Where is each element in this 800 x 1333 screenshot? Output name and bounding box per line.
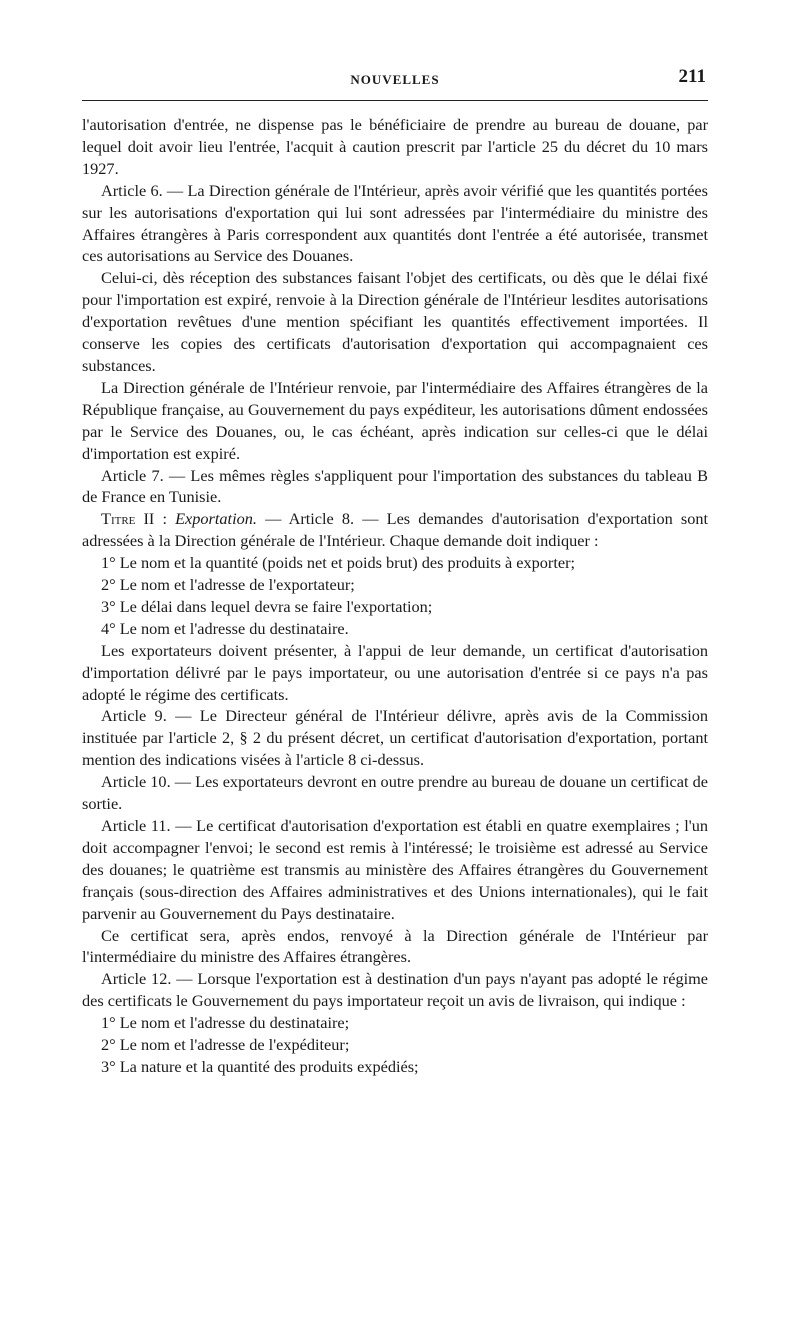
paragraph-article-12: Article 12. — Lorsque l'exportation est à destination d'un pays n'ayant pas adopté le régime des certificats le Gouvernement du pays importateur reçoit un avis de livraison, qui indique : xyxy=(82,969,708,1011)
header-rule xyxy=(82,100,708,101)
list-item: 1° Le nom et l'adresse du destinataire; xyxy=(101,1013,350,1033)
list-item: 3° La nature et la quantité des produits expédiés; xyxy=(101,1056,419,1076)
paragraph-article-9: Article 9. — Le Directeur général de l'Intérieur délivre, après avis de la Commission instituée par l'article 2, § 2 du présent décret, un certificat d'autorisation d'exportation, portant mention des indications visées à l'article 8 ci-dessus. xyxy=(82,706,708,770)
article-8-text: — Article 8. — Les demandes d'autorisation d'exportation sont adressées à la Direction générale de l'Intérieur. Chaque demande doit indiquer : xyxy=(82,509,709,551)
paragraph-certificat-endos: Ce certificat sera, après endos, renvoyé à la Direction générale de l'Intérieur par l'intermédiaire du ministre des Affaires étrangères. xyxy=(82,925,708,967)
paragraph-article-7: Article 7. — Les mêmes règles s'appliquent pour l'importation des substances du tableau B de France en Tunisie. xyxy=(82,465,708,507)
titre-heading: Exportation. xyxy=(175,509,257,529)
list-item: 4° Le nom et l'adresse du destinataire. xyxy=(101,618,349,638)
list-item: 3° Le délai dans lequel devra se faire l'exportation; xyxy=(101,596,433,616)
list-item: 1° Le nom et la quantité (poids net et poids brut) des produits à exporter; xyxy=(101,553,576,573)
paragraph-reception: Celui-ci, dès réception des substances faisant l'objet des certificats, ou dès que le délai fixé pour l'importation est expiré, renvoie à la Direction générale de l'Intérieur lesdites autorisations d'exportation revêtues d'une mention spécifiant les quantités effectivement importées. Il conserve les copies des certificats d'autorisation d'exportation qui accompagnaient ces substances. xyxy=(82,268,708,375)
list-item: 2° Le nom et l'adresse de l'expéditeur; xyxy=(101,1035,350,1055)
paragraph-renvoi: La Direction générale de l'Intérieur renvoie, par l'intermédiaire des Affaires étrangères de la République française, au Gouvernement du pays expéditeur, les autorisations dûment endossées par le Service des Douanes, ou, le cas échéant, après indication sur celles-ci que le délai d'importation est expiré. xyxy=(82,377,708,463)
paragraph-titre-2-article-8 xyxy=(82,508,708,552)
paragraph-exportateurs: Les exportateurs doivent présenter, à l'appui de leur demande, un certificat d'autorisation d'importation délivré par le pays importateur, ou une autorisation d'entrée si ce pays n'a pas adopté le régime des certificats. xyxy=(82,640,708,704)
list-item: 2° Le nom et l'adresse de l'exportateur; xyxy=(101,575,355,595)
paragraph-article-11: Article 11. — Le certificat d'autorisation d'exportation est établi en quatre exemplaires ; l'un doit accompagner l'envoi; le second est remis à l'intéressé; le troisième est adressé au Service des douanes; le quatrième est transmis au ministère des Affaires étrangères du Gouvernement français (sous-direction des Affaires administratives et des Unions internationales), qui le fait parvenir au Gouvernement du Pays destinataire. xyxy=(82,816,708,923)
body-text xyxy=(82,114,708,1078)
paragraph-article-10: Article 10. — Les exportateurs devront en outre prendre au bureau de douane un certificat de sortie. xyxy=(82,772,708,814)
page-header xyxy=(82,0,708,100)
paragraph-article-6: Article 6. — La Direction générale de l'Intérieur, après avoir vérifié que les quantités portées sur les autorisations d'exportation qui lui sont adressées par l'intermédiaire du ministre des Affaires étrangères à Paris correspondent aux quantités dont l'entrée a été autorisée, transmet ces autorisations au Service des Douanes. xyxy=(82,180,708,266)
document-page xyxy=(82,0,708,1078)
titre-number: II : xyxy=(135,509,176,529)
page-number: 211 xyxy=(678,66,706,87)
titre-label: Titre xyxy=(101,509,136,529)
paragraph-continuation: l'autorisation d'entrée, ne dispense pas le bénéficiaire de prendre au bureau de douane, par lequel doit avoir lieu l'entrée, l'acquit à caution prescrit par l'article 25 du décret du 10 mars 1927. xyxy=(82,115,708,178)
running-title: NOUVELLES xyxy=(350,72,440,87)
